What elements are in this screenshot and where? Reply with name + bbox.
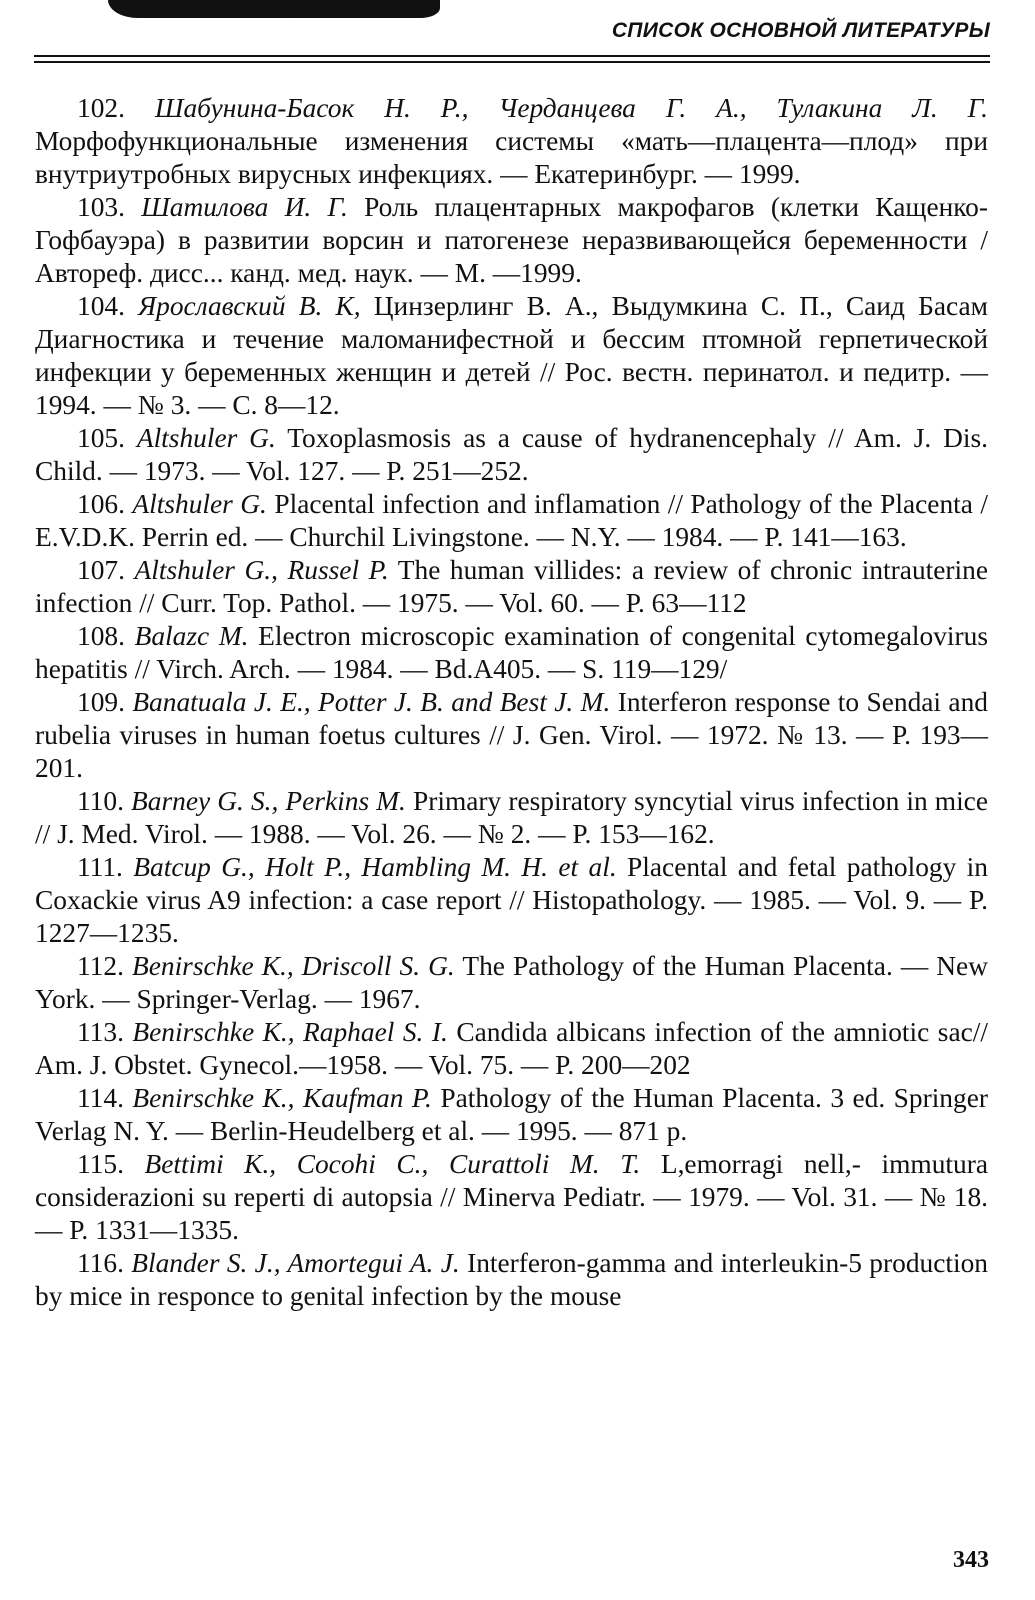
- corner-mark-secondary: [270, 0, 440, 18]
- reference-item: [35, 488, 988, 554]
- reference-text: Placental infection and inflamation // Pathology of the Placenta / E.V.D.K. Perrin ed. — Churchil Livingstone. — N.Y. — 1984. — P. 141—163.: [35, 489, 988, 552]
- reference-text: The human villides: a review of chronic intrauterine infection // Curr. Top. Pathol. — 1975. — Vol. 60. — P. 63—112: [35, 555, 988, 618]
- reference-authors: Blander S. J., Amortegui A. J.: [131, 1248, 460, 1278]
- reference-authors: Altshuler G.: [136, 423, 276, 453]
- reference-number: 106.: [77, 489, 125, 519]
- reference-authors: Benirschke K., Driscoll S. G.: [131, 951, 455, 981]
- reference-list: [35, 92, 988, 1313]
- reference-authors: Ярославский В. К,: [138, 291, 361, 321]
- reference-number: 109.: [77, 687, 125, 717]
- reference-text: Interferon-gamma and interleukin-5 production by mice in responce to genital infection by the mouse: [35, 1248, 988, 1311]
- reference-number: 103.: [77, 192, 125, 222]
- reference-number: 108.: [77, 621, 125, 651]
- reference-text: Placental and fetal pathology in Coxackie virus A9 infection: a case report // Histopathology. — 1985. — Vol. 9. — P. 1227—1235.: [35, 852, 988, 948]
- reference-authors: Benirschke K., Kaufman P.: [132, 1083, 432, 1113]
- reference-number: 115.: [77, 1149, 124, 1179]
- reference-authors: Altshuler G.: [132, 489, 267, 519]
- reference-number: 113.: [77, 1017, 124, 1047]
- reference-number: 116.: [77, 1248, 124, 1278]
- reference-number: 105.: [77, 423, 125, 453]
- reference-item: [35, 851, 988, 950]
- reference-authors: Barney G. S., Perkins M.: [131, 786, 406, 816]
- reference-number: 107.: [77, 555, 125, 585]
- reference-number: 104.: [77, 291, 125, 321]
- reference-item: [35, 686, 988, 785]
- reference-text: Морфофункциональные изменения системы «мать—плацента—плод» при внутриутробных вирусных инфекциях. — Екатеринбург. — 1999.: [35, 126, 988, 189]
- reference-item: [35, 191, 988, 290]
- reference-item: [35, 422, 988, 488]
- reference-text: Роль плацентарных макрофагов (клетки Кащенко-Гофбауэра) в развитии ворсин и патогенезе неразвивающейся беременности / Автореф. дисс... канд. мед. наук. — М. —1999.: [35, 192, 989, 288]
- reference-text: Primary respiratory syncytial virus infection in mice // J. Med. Virol. — 1988. — Vol. 26. — № 2. — P. 153—162.: [35, 786, 989, 849]
- reference-authors: Batcup G., Holt P., Hambling M. H. et al.: [133, 852, 617, 882]
- reference-number: 112.: [77, 951, 124, 981]
- reference-item: [35, 785, 988, 851]
- reference-authors: Шабунина-Басок Н. Р., Черданцева Г. А., Тулакина Л. Г.: [154, 93, 988, 123]
- reference-text: The Pathology of the Human Placenta. — New York. — Springer-Verlag. — 1967.: [35, 951, 988, 1014]
- reference-text: L,emorragi nell,- immutura considerazioni su reperti di autopsia // Minerva Pediatr. — 1979. — Vol. 31. — № 18. — P. 1331—1335.: [35, 1149, 988, 1245]
- reference-text: Цинзерлинг В. А., Выдумкина С. П., Саид Басам Диагностика и течение маломанифестной и бессим птомной герпетической инфекции у беременных женщин и детей // Рос. вестн. перинатол. и педитр. — 1994. — № 3. — С. 8—12.: [35, 291, 988, 420]
- running-header: СПИСОК ОСНОВНОЙ ЛИТЕРАТУРЫ: [611, 19, 990, 42]
- reference-authors: Benirschke K., Raphael S. I.: [132, 1017, 448, 1047]
- reference-authors: Altshuler G., Russel P.: [134, 555, 389, 585]
- reference-text: Candida albicans infection of the amniotic sac// Am. J. Obstet. Gynecol.—1958. — Vol. 75. — P. 200—202: [35, 1017, 988, 1080]
- reference-text: Pathology of the Human Placenta. 3 ed. Springer Verlag N. Y. — Berlin-Heudelberg et al. — 1995. — 871 p.: [35, 1083, 988, 1146]
- reference-item: [35, 620, 988, 686]
- reference-number: 114.: [77, 1083, 124, 1113]
- reference-item: [35, 554, 988, 620]
- reference-authors: Banatuala J. E., Potter J. B. and Best J. M.: [132, 687, 611, 717]
- reference-text: Electron microscopic examination of congenital cytomegalovirus hepatitis // Virch. Arch. — 1984. — Bd.A405. — S. 119—129/: [35, 621, 988, 684]
- reference-authors: Balazc M.: [134, 621, 249, 651]
- header-double-rule: [34, 55, 990, 63]
- reference-item: [35, 1247, 988, 1313]
- reference-text: Interferon response to Sendai and rubelia viruses in human foetus cultures // J. Gen. Virol. — 1972. № 13. — P. 193—201.: [35, 687, 988, 783]
- page-number: 343: [953, 1547, 989, 1573]
- reference-number: 110.: [77, 786, 124, 816]
- reference-text: Toxoplasmosis as a cause of hydranencephaly // Am. J. Dis. Child. — 1973. — Vol. 127. — P. 251—252.: [35, 423, 989, 486]
- reference-item: [35, 1082, 988, 1148]
- reference-item: [35, 290, 988, 422]
- reference-item: [35, 1016, 988, 1082]
- reference-authors: Bettimi K., Cocohi C., Curattoli M. T.: [144, 1149, 641, 1179]
- reference-authors: Шатилова И. Г.: [141, 192, 348, 222]
- reference-item: [35, 950, 988, 1016]
- reference-item: [35, 92, 988, 191]
- reference-number: 111.: [77, 852, 123, 882]
- reference-item: [35, 1148, 988, 1247]
- reference-number: 102.: [77, 93, 125, 123]
